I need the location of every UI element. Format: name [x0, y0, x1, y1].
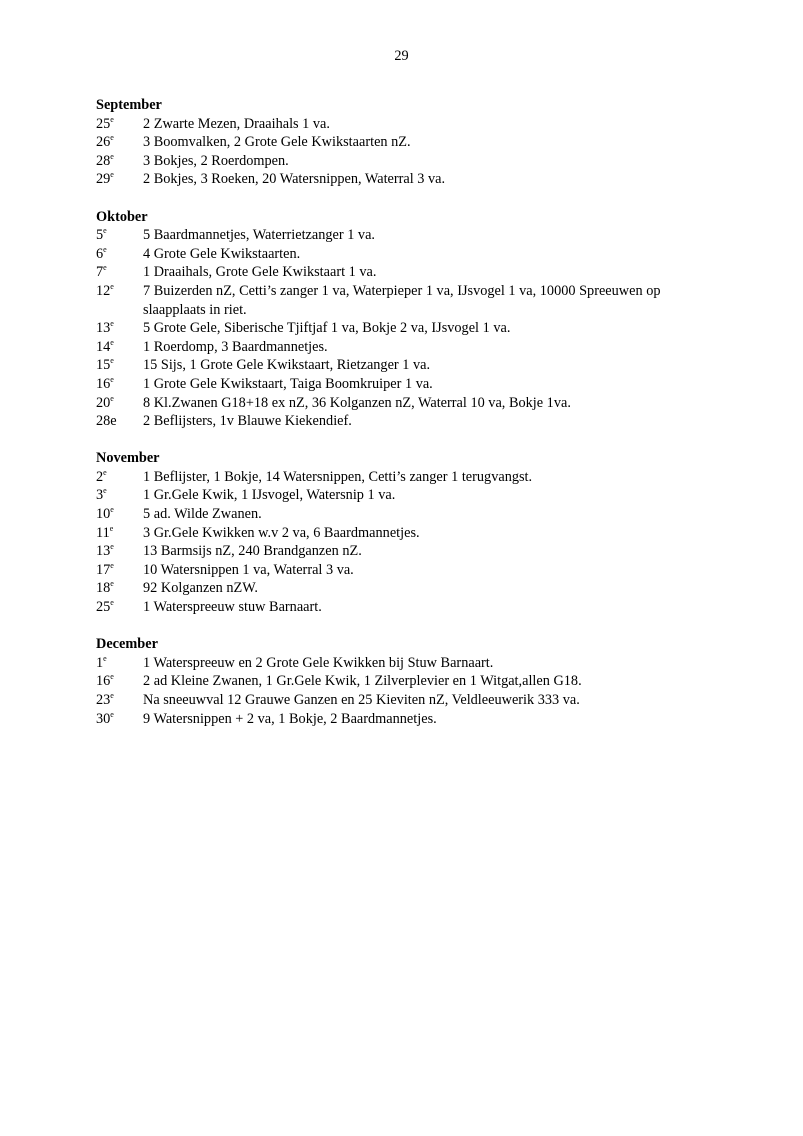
log-entry: [96, 598, 716, 617]
entry-text: 92 Kolganzen nZW.: [143, 580, 259, 597]
entry-day-number: 28: [96, 152, 111, 169]
entry-day-number: 1: [96, 654, 104, 671]
entry-day-number: 7: [96, 264, 104, 281]
entry-day-number: 10: [96, 506, 111, 523]
entry-day-suffix: e: [110, 691, 114, 701]
entry-day-suffix: e: [110, 356, 114, 366]
month-section-3: [96, 635, 716, 728]
entry-text: 8 Kl.Zwanen G18+18 ex nZ, 36 Kolganzen nZ, Waterral 10 va, Bokje 1va.: [143, 394, 571, 411]
entry-text: 13 Barmsijs nZ, 240 Brandganzen nZ.: [143, 543, 362, 560]
log-entry: [96, 338, 716, 357]
entry-text: 3 Gr.Gele Kwikken w.v 2 va, 6 Baardmannetjes.: [143, 524, 420, 541]
entry-day-suffix: e: [110, 542, 114, 552]
entry-text: 2 Zwarte Mezen, Draaihals 1 va.: [143, 115, 330, 132]
log-entry: [96, 375, 716, 394]
log-entry: [96, 654, 716, 673]
entry-date: [96, 263, 143, 282]
entry-text: 5 Grote Gele, Siberische Tjiftjaf 1 va, Bokje 2 va, IJsvogel 1 va.: [143, 320, 511, 337]
entry-text: 3 Boomvalken, 2 Grote Gele Kwikstaarten nZ.: [143, 134, 411, 151]
entry-text: Na sneeuwval 12 Grauwe Ganzen en 25 Kieviten nZ, Veldleeuwerik 333 va.: [143, 692, 580, 708]
entry-text: 1 Roerdomp, 3 Baardmannetjes.: [143, 338, 328, 355]
entry-day-number: 14: [96, 338, 111, 355]
entry-day-suffix: e: [103, 226, 107, 236]
log-entry: [96, 133, 716, 152]
entry-text: 2 ad Kleine Zwanen, 1 Gr.Gele Kwik, 1 Zilverplevier en 1 Witgat,allen G18.: [143, 673, 582, 690]
entry-text: 1 Beflijster, 1 Bokje, 14 Watersnippen, Cetti’s zanger 1 terugvangst.: [143, 468, 533, 485]
log-entry: [96, 152, 716, 171]
log-entry: [96, 394, 716, 413]
entry-day-suffix: e: [110, 672, 114, 682]
entry-day-suffix: e: [110, 579, 114, 589]
entry-day-number: 3: [96, 487, 104, 504]
entry-text: 1 Grote Gele Kwikstaart, Taiga Boomkruiper 1 va.: [143, 375, 433, 392]
log-entry: [96, 226, 716, 245]
entry-date: [96, 542, 143, 561]
log-entry: [96, 115, 716, 134]
entry-day-number: 28e: [96, 413, 117, 430]
log-entry: [96, 282, 716, 319]
log-entry: [96, 468, 716, 487]
entry-date: [96, 579, 143, 598]
entry-day-suffix: e: [110, 598, 114, 608]
entry-day-suffix: e: [110, 282, 114, 292]
entry-day-number: 25: [96, 599, 111, 616]
entry-day-number: 15: [96, 357, 111, 374]
entry-day-number: 5: [96, 227, 104, 244]
month-section-0: [96, 96, 716, 189]
log-entry: [96, 672, 716, 691]
entry-date: [96, 394, 143, 413]
entry-text: 3 Bokjes, 2 Roerdompen.: [143, 152, 289, 169]
entry-text: 5 Baardmannetjes, Waterrietzanger 1 va.: [143, 227, 375, 244]
log-entry: [96, 505, 716, 524]
entry-date: [96, 152, 143, 171]
entry-date: [96, 505, 143, 524]
entry-day-suffix: e: [103, 486, 107, 496]
entry-day-number: 20: [96, 394, 111, 411]
entry-day-suffix: e: [103, 468, 107, 478]
entry-text: 2 Bokjes, 3 Roeken, 20 Watersnippen, Waterral 3 va.: [143, 171, 446, 188]
entry-day-suffix: e: [110, 133, 114, 143]
entry-day-number: 11: [96, 524, 110, 541]
entry-date: [96, 170, 143, 189]
entry-date: [96, 319, 143, 338]
entry-day-number: 18: [96, 580, 111, 597]
log-entry: [96, 412, 716, 431]
log-entry: [96, 356, 716, 375]
entry-text: 7 Buizerden nZ, Cetti’s zanger 1 va, Waterpieper 1 va, IJsvogel 1 va, 10000 Spreeuwen op slaapplaats in riet.: [143, 282, 661, 318]
log-entry: [96, 319, 716, 338]
entry-day-suffix: e: [110, 152, 114, 162]
entry-date: [96, 561, 143, 580]
entry-text: 1 Waterspreeuw en 2 Grote Gele Kwikken bij Stuw Barnaart.: [143, 654, 494, 671]
entry-day-suffix: e: [110, 561, 114, 571]
entry-day-number: 26: [96, 134, 111, 151]
entry-date: [96, 598, 143, 617]
entry-day-suffix: e: [110, 505, 114, 515]
entry-day-suffix: e: [110, 709, 114, 719]
entry-text: 10 Watersnippen 1 va, Waterral 3 va.: [143, 561, 354, 578]
log-entry: [96, 245, 716, 264]
log-entry: [96, 542, 716, 561]
entry-day-number: 6: [96, 245, 104, 262]
log-entry: [96, 710, 716, 729]
entry-day-suffix: e: [110, 393, 114, 403]
entry-date: [96, 468, 143, 487]
entry-text: 15 Sijs, 1 Grote Gele Kwikstaart, Rietzanger 1 va.: [143, 357, 431, 374]
entry-text: 5 ad. Wilde Zwanen.: [143, 506, 262, 523]
log-entry: [96, 524, 716, 543]
log-entry: [96, 691, 716, 710]
entry-text: 9 Watersnippen + 2 va, 1 Bokje, 2 Baardmannetjes.: [143, 710, 437, 727]
entry-day-suffix: e: [103, 654, 107, 664]
entry-date: [96, 338, 143, 357]
log-entry: [96, 561, 716, 580]
entry-date: [96, 115, 143, 134]
log-entry: [96, 579, 716, 598]
entry-day-number: 13: [96, 320, 111, 337]
month-heading: September: [96, 97, 162, 113]
entry-date: [96, 133, 143, 152]
entry-day-suffix: e: [110, 337, 114, 347]
entry-day-suffix: e: [110, 319, 114, 329]
entry-day-suffix: e: [103, 263, 107, 273]
month-heading: November: [96, 450, 160, 467]
entry-day-number: 2: [96, 468, 104, 485]
month-section-1: [96, 208, 716, 431]
entry-text: 4 Grote Gele Kwikstaarten.: [143, 245, 301, 262]
entry-day-number: 16: [96, 673, 111, 690]
entry-day-number: 16: [96, 375, 111, 392]
log-entry: [96, 170, 716, 189]
entry-day-suffix: e: [110, 170, 114, 180]
month-section-2: [96, 449, 716, 616]
entry-date: [96, 412, 143, 431]
entry-date: [96, 654, 143, 673]
log-entry: [96, 263, 716, 282]
entry-date: [96, 672, 143, 691]
entry-text: 2 Beflijsters, 1v Blauwe Kiekendief.: [143, 413, 352, 430]
entry-date: [96, 486, 143, 505]
entry-day-number: 17: [96, 561, 111, 578]
month-heading: December: [96, 636, 158, 653]
entry-date: [96, 710, 143, 729]
entry-day-number: 23: [96, 692, 111, 708]
entry-date: [96, 691, 143, 710]
entry-day-number: 13: [96, 543, 111, 560]
entry-date: [96, 226, 143, 245]
entry-day-suffix: e: [109, 523, 114, 533]
month-heading: Oktober: [96, 208, 148, 225]
entry-day-number: 29: [96, 171, 111, 188]
entry-date: [96, 524, 143, 543]
log-entry: [96, 486, 716, 505]
page-number: 29: [394, 48, 409, 64]
entry-date: [96, 245, 143, 264]
entry-day-number: 30: [96, 710, 111, 727]
entry-day-suffix: e: [110, 114, 114, 124]
entry-date: [96, 375, 143, 394]
entry-text: 1 Waterspreeuw stuw Barnaart.: [143, 599, 322, 616]
entry-date: [96, 356, 143, 375]
entry-date: [96, 282, 143, 319]
entry-day-number: 12: [96, 282, 111, 299]
entry-text: 1 Draaihals, Grote Gele Kwikstaart 1 va.: [143, 264, 377, 281]
entry-day-suffix: e: [110, 375, 114, 385]
observation-log: [96, 96, 716, 747]
entry-day-suffix: e: [103, 244, 107, 254]
entry-day-number: 25: [96, 115, 111, 132]
entry-text: 1 Gr.Gele Kwik, 1 IJsvogel, Watersnip 1 va.: [143, 487, 396, 504]
